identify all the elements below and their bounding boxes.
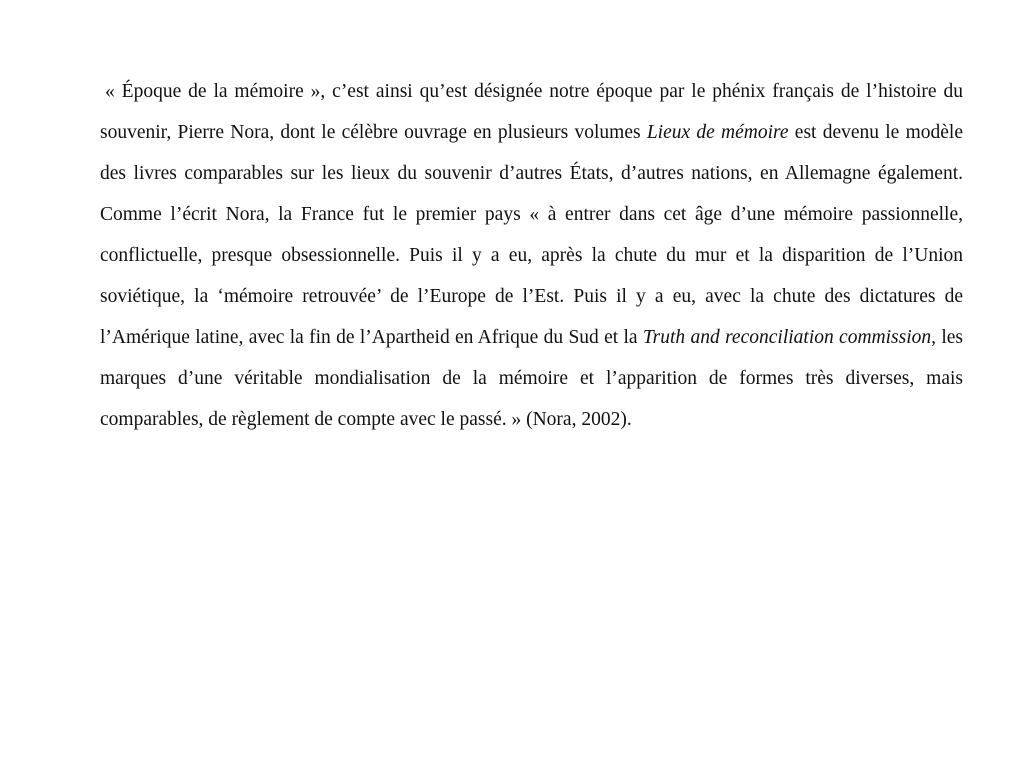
paragraph-text-part-2: est devenu le modèle des livres comparables sur les lieux du souvenir d’autres États, d’autres nations, en Allemagne également. Comme l’écrit Nora, la France fut le premier pays « à entrer dans cet âge d’une mémoire passionnelle, conflictuelle, presque obsessionnelle. Puis il y a eu, après la chute du mur et la disparition de l’Union soviétique, la ‘mémoire retrouvée’ de l’Europe de l’Est. Puis il y a eu, avec la chute des dictatures de l’Amérique latine, avec la fin de l’Apartheid en Afrique du Sud et la <box>100 122 963 348</box>
commission-name: Truth and reconciliation commission, <box>642 327 937 348</box>
quotation-paragraph <box>100 71 963 440</box>
paragraph-text-part-3: les marques d’une véritable mondialisation de la mémoire et l’apparition de formes très diverses, mais comparables, de règlement de compte avec le passé. » (Nora, 2002). <box>100 327 963 430</box>
book-title-lieux-de-memoire: Lieux de mémoire <box>646 122 789 143</box>
paragraph-text-part-1: « Époque de la mémoire », c’est ainsi qu’est désignée notre époque par le phénix français de l’histoire du souvenir, Pierre Nora, dont le célèbre ouvrage en plusieurs volumes <box>100 81 963 143</box>
